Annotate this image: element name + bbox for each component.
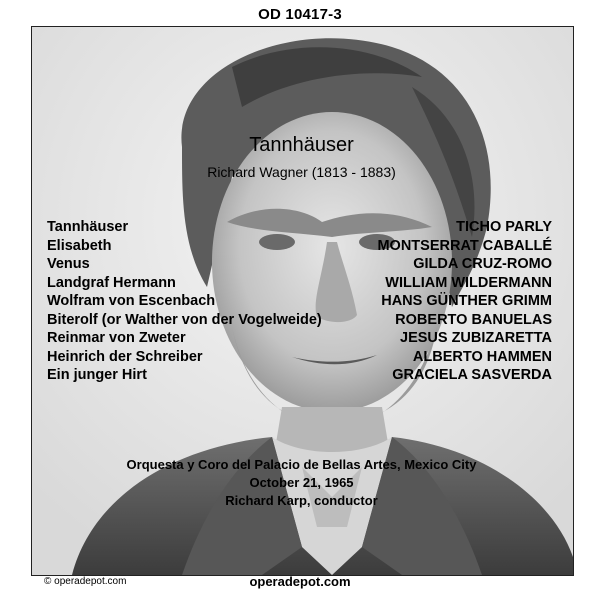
site-link[interactable]: operadepot.com [249,574,351,589]
role-name: Reinmar von Zweter [47,330,186,346]
role-name: Heinrich der Schreiber [47,348,203,365]
copyright-notice: © operadepot.com [44,576,127,587]
cast-row [47,256,552,275]
orchestra-credit: Orquesta y Coro del Palacio de Bellas Artes, Mexico City [126,457,477,472]
cast-row [47,293,552,312]
role-name: Tannhäuser [47,219,129,235]
singer-name: TICHO PARLY [456,219,552,235]
cast-row [47,367,552,386]
singer-name: MONTSERRAT CABALLÉ [377,237,552,254]
role-name: Biterolf (or Walther von der Vogelweide) [47,311,322,328]
role-name: Venus [47,256,90,272]
cast-row [47,219,552,238]
singer-name: ALBERTO HAMMEN [412,348,552,365]
singer-name: HANS GÜNTHER GRIMM [381,293,552,309]
cast-row [47,349,552,368]
role-name: Landgraf Hermann [47,274,176,291]
singer-name: GRACIELA SASVERDA [392,367,552,383]
cast-row [47,275,552,294]
performance-date: October 21, 1965 [249,475,354,490]
cast-list [47,219,552,386]
singer-name: WILLIAM WILDERMANN [385,274,552,291]
composer-name: Richard Wagner (1813 - 1883) [207,164,396,180]
role-name: Ein junger Hirt [47,367,147,383]
singer-name: ROBERTO BANUELAS [395,311,552,328]
conductor-credit: Richard Karp, conductor [225,493,378,508]
singer-name: JESUS ZUBIZARETTA [400,330,552,346]
cast-row [47,312,552,331]
cast-row [47,238,552,257]
performance-credits [31,456,572,510]
singer-name: GILDA CRUZ-ROMO [413,256,552,272]
opera-title: Tannhäuser [249,134,354,156]
catalog-number: OD 10417-3 [258,6,342,23]
role-name: Elisabeth [47,237,112,254]
cast-row [47,330,552,349]
role-name: Wolfram von Escenbach [47,293,216,309]
